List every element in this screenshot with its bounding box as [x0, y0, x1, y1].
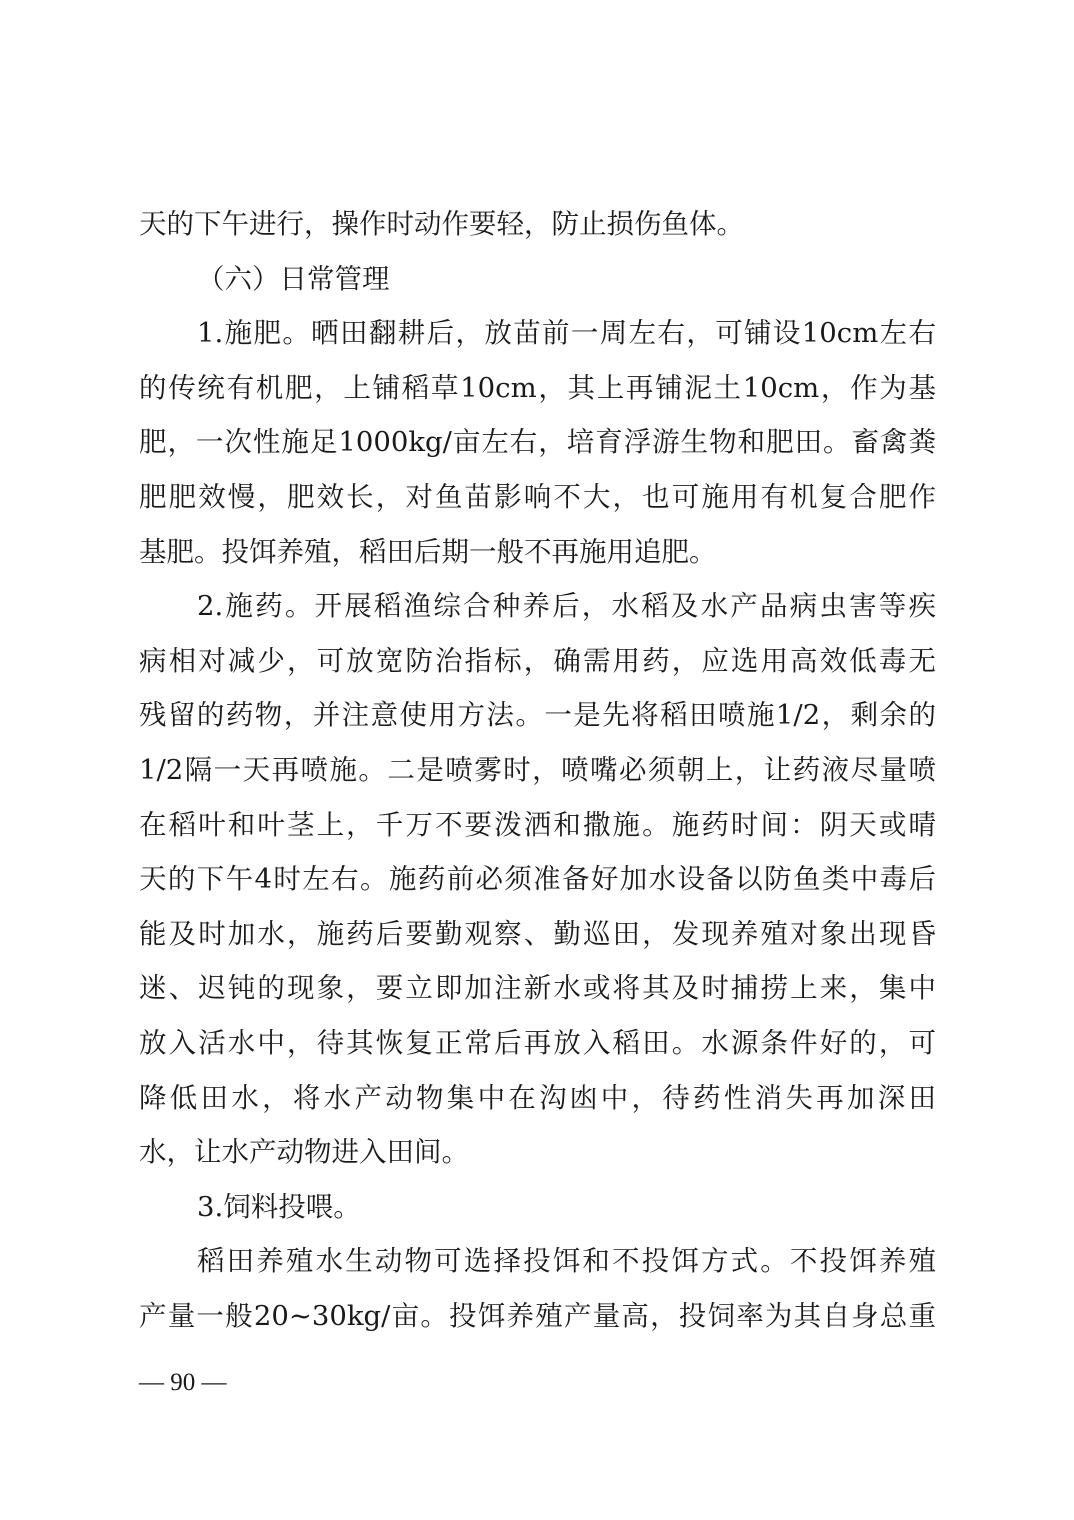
text-line: 的传统有机肥，上铺稻草10cm，其上再铺泥土10cm，作为基	[139, 371, 936, 404]
text-line: 1/2隔一天再喷施。二是喷雾时，喷嘴必须朝上，让药液尽量喷	[139, 753, 936, 786]
text-line: 迷、迟钝的现象，要立即加注新水或将其及时捕捞上来，集中	[139, 972, 936, 1005]
text-line: 天的下午进行，操作时动作要轻，防止损伤鱼体。	[139, 208, 744, 240]
text-line: 水，让水产动物进入田间。	[139, 1136, 469, 1169]
text-line: 在稻叶和叶茎上，千万不要泼洒和撒施。施药时间：阴天或晴	[139, 808, 936, 841]
page-number: — 90 —	[139, 1369, 227, 1396]
document-body	[139, 197, 936, 1343]
text-line: 天的下午4时左右。施药前必须准备好加水设备以防鱼类中毒后	[139, 863, 936, 896]
text-line: 放入活水中，待其恢复正常后再放入稻田。水源条件好的，可	[139, 1026, 936, 1059]
text-line: 病相对减少，可放宽防治指标，确需用药，应选用高效低毒无	[139, 644, 936, 677]
paragraph-start-line: 1.施肥。晒田翻耕后，放苗前一周左右，可铺设10cm左右	[197, 317, 936, 350]
paragraph-start-line: 3.饲料投喂。	[197, 1190, 361, 1223]
text-line: 肥，一次性施足1000kg/亩左右，培育浮游生物和肥田。畜禽粪	[139, 426, 936, 459]
text-line: 能及时加水，施药后要勤观察、勤巡田，发现养殖对象出现昏	[139, 917, 936, 950]
paragraph-start-line: 2.施药。开展稻渔综合种养后，水稻及水产品病虫害等疾	[197, 590, 936, 623]
text-line: 残留的药物，并注意使用方法。一是先将稻田喷施1/2，剩余的	[139, 699, 936, 732]
text-line: 肥肥效慢，肥效长，对鱼苗影响不大，也可施用有机复合肥作	[139, 480, 936, 513]
text-line: 降低田水，将水产动物集中在沟凼中，待药性消失再加深田	[139, 1081, 936, 1114]
section-heading: （六）日常管理	[197, 262, 390, 295]
text-line: 产量一般20~30kg/亩。投饵养殖产量高，投饲率为其自身总重	[139, 1299, 936, 1332]
paragraph-start-line: 稻田养殖水生动物可选择投饵和不投饵方式。不投饵养殖	[197, 1245, 936, 1278]
text-line: 基肥。投饵养殖，稻田后期一般不再施用追肥。	[139, 535, 717, 568]
